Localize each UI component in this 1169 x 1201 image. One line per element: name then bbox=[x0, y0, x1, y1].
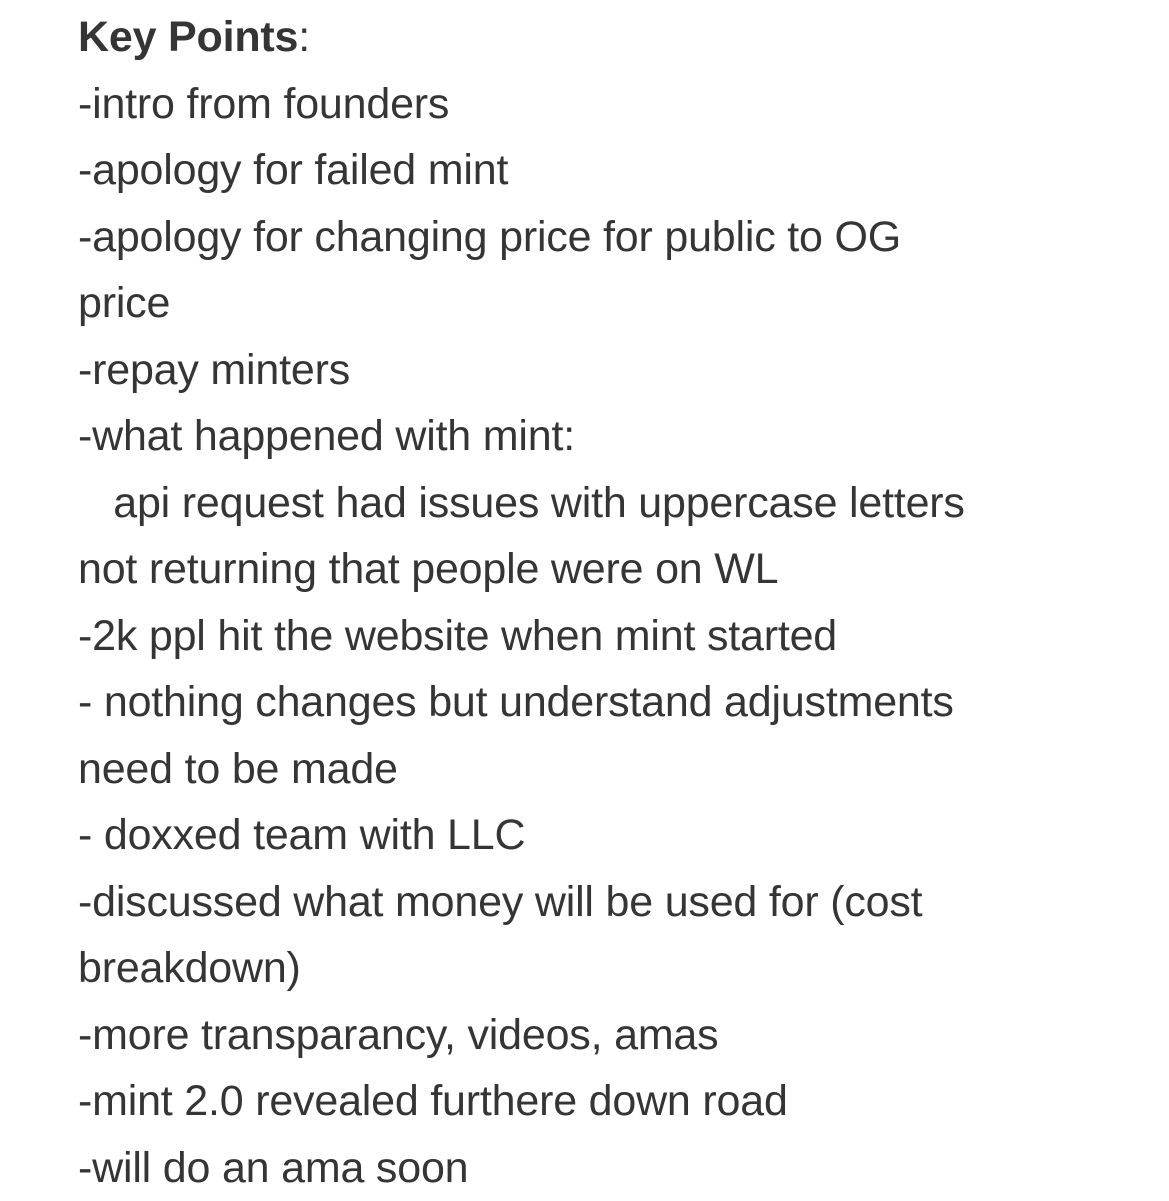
note-line: - nothing changes but understand adjustments bbox=[78, 669, 1138, 736]
note-line: -repay minters bbox=[78, 337, 1138, 404]
note-line: -intro from founders bbox=[78, 71, 1138, 138]
note-line: -what happened with mint: bbox=[78, 403, 1138, 470]
note-line: -discussed what money will be used for (cost bbox=[78, 869, 1138, 936]
note-line: -more transparancy, videos, amas bbox=[78, 1002, 1138, 1069]
note-line: breakdown) bbox=[78, 935, 1138, 1002]
note-line: -apology for failed mint bbox=[78, 137, 1138, 204]
note-line: not returning that people were on WL bbox=[78, 536, 1138, 603]
note-line: -2k ppl hit the website when mint started bbox=[78, 603, 1138, 670]
note-line: price bbox=[78, 270, 1138, 337]
note-line: api request had issues with uppercase letters bbox=[78, 470, 1138, 537]
note-line: -apology for changing price for public to OG bbox=[78, 204, 1138, 271]
heading-text: Key Points bbox=[78, 13, 298, 61]
note-line: need to be made bbox=[78, 736, 1138, 803]
note-line: -will do an ama soon bbox=[78, 1135, 1138, 1201]
note-line: - doxxed team with LLC bbox=[78, 802, 1138, 869]
note-heading bbox=[78, 4, 1138, 71]
heading-colon: : bbox=[298, 13, 310, 61]
note-line: -mint 2.0 revealed furthere down road bbox=[78, 1068, 1138, 1135]
note-body[interactable] bbox=[78, 4, 1138, 1201]
